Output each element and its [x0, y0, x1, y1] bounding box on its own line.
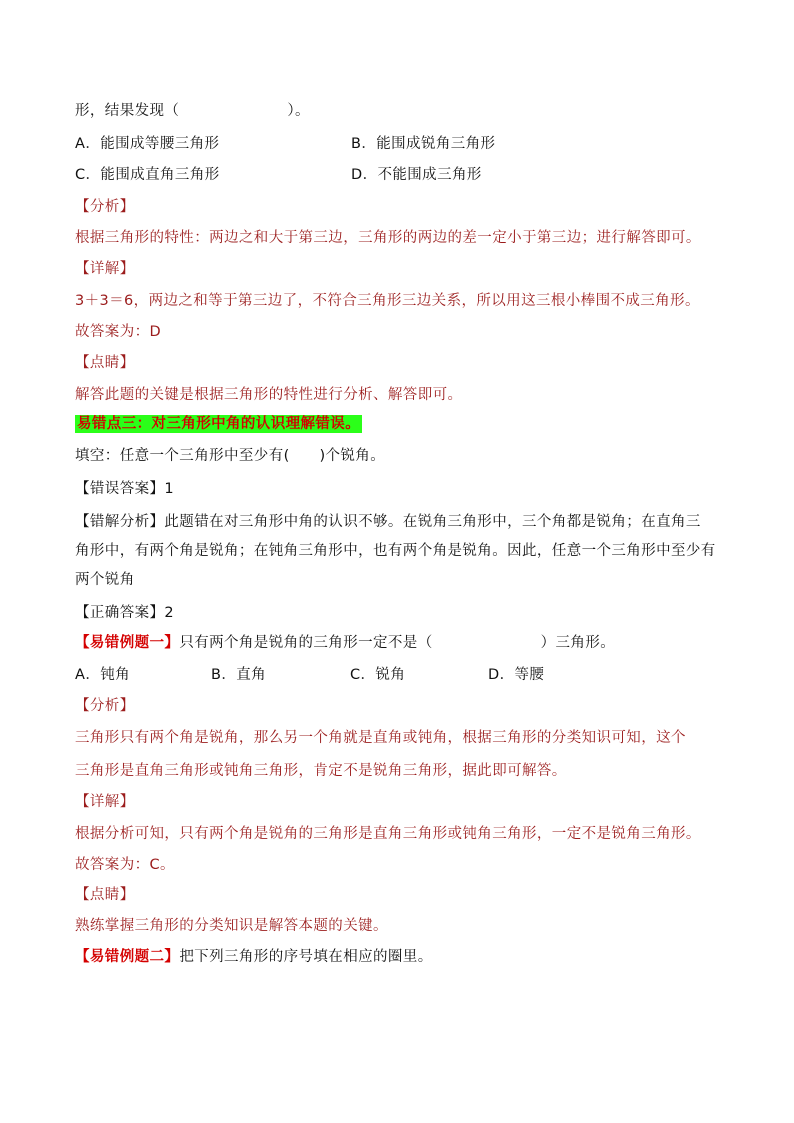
fill-question: 填空：任意一个三角形中至少有( )个锐角。	[75, 448, 386, 464]
analysis-label: 【分析】	[75, 199, 135, 215]
example-close: ）三角形。	[540, 635, 616, 651]
option-row	[75, 134, 725, 154]
detail-label: 【详解】	[75, 794, 135, 810]
comment-text: 熟练掌握三角形的分类知识是解答本题的关键。	[75, 918, 388, 934]
question-close: ）。	[287, 103, 310, 119]
option-d: D．等腰	[488, 667, 545, 683]
example-text: 只有两个角是锐角的三角形一定不是（	[179, 635, 433, 651]
error-point-heading	[75, 414, 362, 434]
comment-label: 【点睛】	[75, 887, 135, 903]
wrong-analysis-line: 两个锐角	[75, 572, 135, 588]
wrong-analysis-line: 角形中，有两个角是锐角；在钝角三角形中，也有两个角是锐角。因此，任意一个三角形中至少有	[75, 543, 716, 559]
option-b: B．能围成锐角三角形	[351, 136, 496, 152]
detail-text: 3＋3＝6，两边之和等于第三边了，不符合三角形三边关系，所以用这三根小棒围不成三角形。	[75, 293, 700, 309]
wrong-analysis-line: 【错解分析】此题错在对三角形中角的认识不够。在锐角三角形中，三个角都是锐角；在直角三	[75, 514, 701, 530]
answer-text: 故答案为：D	[75, 324, 162, 340]
analysis-text: 根据三角形的特性：两边之和大于第三边，三角形的两边的差一定小于第三边；进行解答即可。	[75, 230, 701, 246]
analysis-line: 三角形是直角三角形或钝角三角形，肯定不是锐角三角形，据此即可解答。	[75, 763, 567, 779]
option-a: A．钝角	[75, 667, 131, 683]
comment-text: 解答此题的关键是根据三角形的特性进行分析、解答即可。	[75, 387, 463, 403]
question-line	[75, 101, 310, 121]
example-label: 【易错例题一】	[75, 635, 180, 651]
option-b: B．直角	[211, 667, 267, 683]
option-a: A．能围成等腰三角形	[75, 136, 220, 152]
option-c: C．能围成直角三角形	[75, 167, 220, 183]
correct-answer: 【正确答案】2	[75, 605, 175, 621]
wrong-answer: 【错误答案】1	[75, 481, 175, 497]
question-text: 形，结果发现（	[75, 103, 180, 119]
analysis-label: 【分析】	[75, 698, 135, 714]
example-question	[75, 947, 433, 967]
example-label: 【易错例题二】	[75, 949, 180, 965]
option-row	[75, 665, 635, 685]
error-point-title: 易错点三：对三角形中角的认识理解错误。	[77, 416, 361, 432]
detail-text: 根据分析可知，只有两个角是锐角的三角形是直角三角形或钝角三角形，一定不是锐角三角形。	[75, 826, 701, 842]
option-row	[75, 165, 725, 185]
analysis-line: 三角形只有两个角是锐角，那么另一个角就是直角或钝角，根据三角形的分类知识可知，这个	[75, 730, 686, 746]
option-c: C．锐角	[350, 667, 406, 683]
comment-label: 【点睛】	[75, 355, 135, 371]
example-question	[75, 633, 615, 653]
detail-label: 【详解】	[75, 261, 135, 277]
option-d: D．不能围成三角形	[351, 167, 482, 183]
example-text: 把下列三角形的序号填在相应的圈里。	[179, 949, 433, 965]
answer-text: 故答案为：C。	[75, 857, 175, 873]
